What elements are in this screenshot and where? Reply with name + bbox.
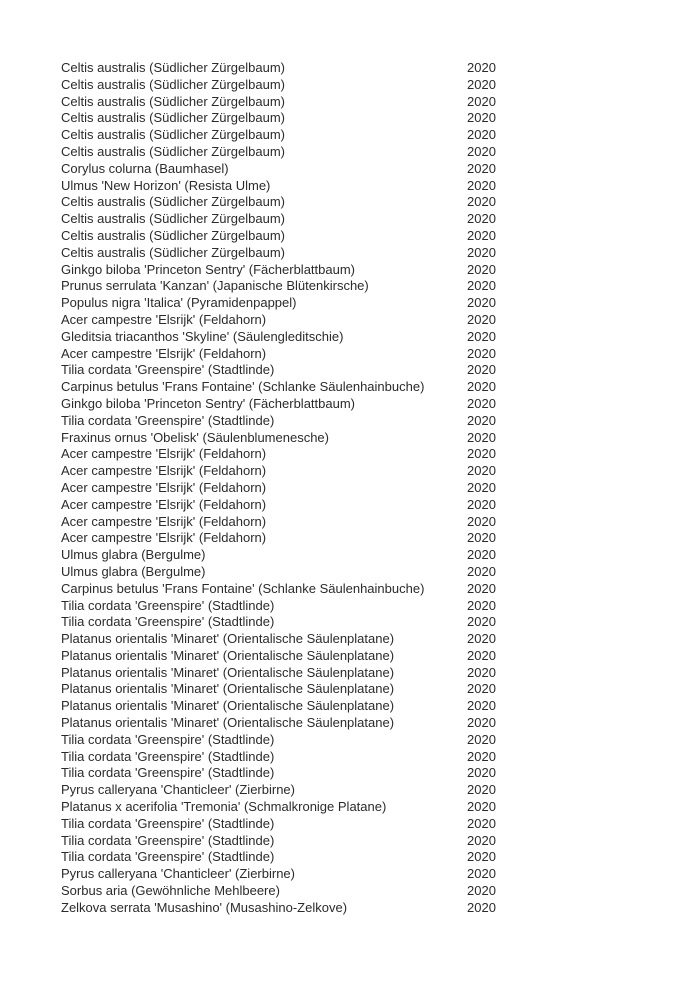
species-name: Celtis australis (Südlicher Zürgelbaum): [61, 60, 285, 75]
planting-year: 2020: [467, 614, 496, 630]
list-item: [61, 194, 700, 211]
planting-year: 2020: [467, 815, 496, 831]
planting-year: 2020: [467, 295, 496, 311]
planting-year: 2020: [467, 429, 496, 445]
species-name: Acer campestre 'Elsrijk' (Feldahorn): [61, 530, 267, 546]
species-name: Acer campestre 'Elsrijk' (Feldahorn): [61, 345, 267, 361]
species-name: Acer campestre 'Elsrijk' (Feldahorn): [61, 311, 267, 327]
planting-year: 2020: [467, 76, 496, 92]
list-item: [61, 446, 700, 463]
list-item: [61, 715, 700, 732]
species-name: Acer campestre 'Elsrijk' (Feldahorn): [61, 496, 267, 512]
planting-year: 2020: [467, 496, 496, 512]
planting-year: 2020: [467, 597, 496, 613]
planting-year: 2020: [467, 479, 496, 495]
species-name: Tilia cordata 'Greenspire' (Stadtlinde): [61, 748, 275, 764]
planting-year: 2020: [467, 748, 496, 764]
list-item: [61, 799, 700, 816]
planting-year: 2020: [467, 899, 496, 915]
list-item: [61, 765, 700, 782]
planting-year: 2020: [467, 563, 496, 579]
tree-list: [61, 60, 700, 917]
species-name: Acer campestre 'Elsrijk' (Feldahorn): [61, 513, 267, 529]
list-item: [61, 127, 700, 144]
planting-year: 2020: [467, 513, 496, 529]
planting-year: 2020: [467, 160, 496, 176]
planting-year: 2020: [467, 143, 496, 159]
list-item: [61, 749, 700, 766]
species-name: Pyrus calleryana 'Chanticleer' (Zierbirne): [61, 866, 295, 882]
species-name: Celtis australis (Südlicher Zürgelbaum): [61, 227, 285, 243]
list-item: [61, 782, 700, 799]
species-name: Tilia cordata 'Greenspire' (Stadtlinde): [61, 362, 275, 378]
list-item: [61, 245, 700, 262]
list-item: [61, 698, 700, 715]
planting-year: 2020: [467, 631, 496, 647]
list-item: [61, 161, 700, 178]
list-item: [61, 816, 700, 833]
species-name: Celtis australis (Südlicher Zürgelbaum): [61, 211, 285, 227]
list-item: [61, 295, 700, 312]
planting-year: 2020: [467, 799, 496, 815]
species-name: Tilia cordata 'Greenspire' (Stadtlinde): [61, 832, 275, 848]
list-item: [61, 379, 700, 396]
species-name: Pyrus calleryana 'Chanticleer' (Zierbirne): [61, 782, 295, 798]
planting-year: 2020: [467, 681, 496, 697]
species-name: Platanus orientalis 'Minaret' (Orientalische Säulenplatane): [61, 698, 395, 714]
list-item: [61, 60, 700, 77]
planting-year: 2020: [467, 782, 496, 798]
species-name: Platanus orientalis 'Minaret' (Orientalische Säulenplatane): [61, 647, 395, 663]
species-name: Celtis australis (Südlicher Zürgelbaum): [61, 93, 285, 109]
list-item: [61, 900, 700, 917]
list-item: [61, 211, 700, 228]
planting-year: 2020: [467, 580, 496, 596]
species-name: Zelkova serrata 'Musashino' (Musashino-Zelkove): [61, 899, 348, 915]
planting-year: 2020: [467, 395, 496, 411]
planting-year: 2020: [467, 664, 496, 680]
species-name: Corylus colurna (Baumhasel): [61, 160, 229, 176]
species-name: Prunus serrulata 'Kanzan' (Japanische Blütenkirsche): [61, 278, 369, 294]
list-item: [61, 581, 700, 598]
species-name: Tilia cordata 'Greenspire' (Stadtlinde): [61, 731, 275, 747]
planting-year: 2020: [467, 765, 496, 781]
list-item: [61, 110, 700, 127]
list-item: [61, 480, 700, 497]
planting-year: 2020: [467, 177, 496, 193]
species-name: Tilia cordata 'Greenspire' (Stadtlinde): [61, 614, 275, 630]
planting-year: 2020: [467, 60, 496, 75]
list-item: [61, 849, 700, 866]
list-item: [61, 362, 700, 379]
list-item: [61, 497, 700, 514]
planting-year: 2020: [467, 647, 496, 663]
planting-year: 2020: [467, 278, 496, 294]
list-item: [61, 178, 700, 195]
planting-year: 2020: [467, 379, 496, 395]
species-name: Celtis australis (Südlicher Zürgelbaum): [61, 244, 285, 260]
planting-year: 2020: [467, 345, 496, 361]
planting-year: 2020: [467, 211, 496, 227]
list-item: [61, 833, 700, 850]
planting-year: 2020: [467, 547, 496, 563]
planting-year: 2020: [467, 127, 496, 143]
species-name: Gleditsia triacanthos 'Skyline' (Säulengleditschie): [61, 328, 344, 344]
list-item: [61, 547, 700, 564]
list-item: [61, 430, 700, 447]
list-item: [61, 94, 700, 111]
planting-year: 2020: [467, 311, 496, 327]
planting-year: 2020: [467, 261, 496, 277]
species-name: Tilia cordata 'Greenspire' (Stadtlinde): [61, 849, 275, 865]
planting-year: 2020: [467, 698, 496, 714]
list-item: [61, 77, 700, 94]
species-name: Populus nigra 'Italica' (Pyramidenpappel): [61, 295, 297, 311]
list-item: [61, 883, 700, 900]
species-name: Celtis australis (Südlicher Zürgelbaum): [61, 127, 285, 143]
planting-year: 2020: [467, 530, 496, 546]
planting-year: 2020: [467, 715, 496, 731]
planting-year: 2020: [467, 832, 496, 848]
list-item: [61, 278, 700, 295]
species-name: Platanus orientalis 'Minaret' (Orientalische Säulenplatane): [61, 681, 395, 697]
species-name: Fraxinus ornus 'Obelisk' (Säulenblumenesche): [61, 429, 329, 445]
species-name: Platanus orientalis 'Minaret' (Orientalische Säulenplatane): [61, 664, 395, 680]
planting-year: 2020: [467, 244, 496, 260]
species-name: Celtis australis (Südlicher Zürgelbaum): [61, 194, 285, 210]
species-name: Celtis australis (Südlicher Zürgelbaum): [61, 76, 285, 92]
list-item: [61, 564, 700, 581]
planting-year: 2020: [467, 849, 496, 865]
species-name: Sorbus aria (Gewöhnliche Mehlbeere): [61, 883, 280, 899]
species-name: Ulmus glabra (Bergulme): [61, 547, 206, 563]
species-name: Celtis australis (Südlicher Zürgelbaum): [61, 110, 285, 126]
list-item: [61, 144, 700, 161]
list-item: [61, 329, 700, 346]
list-item: [61, 866, 700, 883]
planting-year: 2020: [467, 227, 496, 243]
list-item: [61, 648, 700, 665]
list-item: [61, 530, 700, 547]
list-item: [61, 312, 700, 329]
species-name: Celtis australis (Südlicher Zürgelbaum): [61, 143, 285, 159]
list-item: [61, 514, 700, 531]
list-item: [61, 732, 700, 749]
species-name: Ulmus glabra (Bergulme): [61, 563, 206, 579]
planting-year: 2020: [467, 110, 496, 126]
species-name: Acer campestre 'Elsrijk' (Feldahorn): [61, 479, 267, 495]
species-name: Acer campestre 'Elsrijk' (Feldahorn): [61, 463, 267, 479]
species-name: Tilia cordata 'Greenspire' (Stadtlinde): [61, 412, 275, 428]
species-name: Ginkgo biloba 'Princeton Sentry' (Fächerblattbaum): [61, 395, 355, 411]
list-item: [61, 665, 700, 682]
species-name: Tilia cordata 'Greenspire' (Stadtlinde): [61, 815, 275, 831]
species-name: Acer campestre 'Elsrijk' (Feldahorn): [61, 446, 267, 462]
list-item: [61, 463, 700, 480]
list-item: [61, 614, 700, 631]
species-name: Platanus orientalis 'Minaret' (Orientalische Säulenplatane): [61, 631, 395, 647]
planting-year: 2020: [467, 446, 496, 462]
species-name: Tilia cordata 'Greenspire' (Stadtlinde): [61, 597, 275, 613]
list-item: [61, 262, 700, 279]
species-name: Platanus orientalis 'Minaret' (Orientalische Säulenplatane): [61, 715, 395, 731]
list-item: [61, 598, 700, 615]
list-item: [61, 681, 700, 698]
list-item: [61, 346, 700, 363]
planting-year: 2020: [467, 731, 496, 747]
species-name: Ginkgo biloba 'Princeton Sentry' (Fächerblattbaum): [61, 261, 355, 277]
planting-year: 2020: [467, 194, 496, 210]
planting-year: 2020: [467, 463, 496, 479]
species-name: Carpinus betulus 'Frans Fontaine' (Schlanke Säulenhainbuche): [61, 379, 425, 395]
species-name: Platanus x acerifolia 'Tremonia' (Schmalkronige Platane): [61, 799, 387, 815]
planting-year: 2020: [467, 328, 496, 344]
planting-year: 2020: [467, 93, 496, 109]
planting-year: 2020: [467, 362, 496, 378]
species-name: Ulmus 'New Horizon' (Resista Ulme): [61, 177, 271, 193]
list-item: [61, 396, 700, 413]
list-item: [61, 631, 700, 648]
species-name: Carpinus betulus 'Frans Fontaine' (Schlanke Säulenhainbuche): [61, 580, 425, 596]
planting-year: 2020: [467, 883, 496, 899]
list-item: [61, 413, 700, 430]
species-name: Tilia cordata 'Greenspire' (Stadtlinde): [61, 765, 275, 781]
list-item: [61, 228, 700, 245]
planting-year: 2020: [467, 866, 496, 882]
planting-year: 2020: [467, 412, 496, 428]
